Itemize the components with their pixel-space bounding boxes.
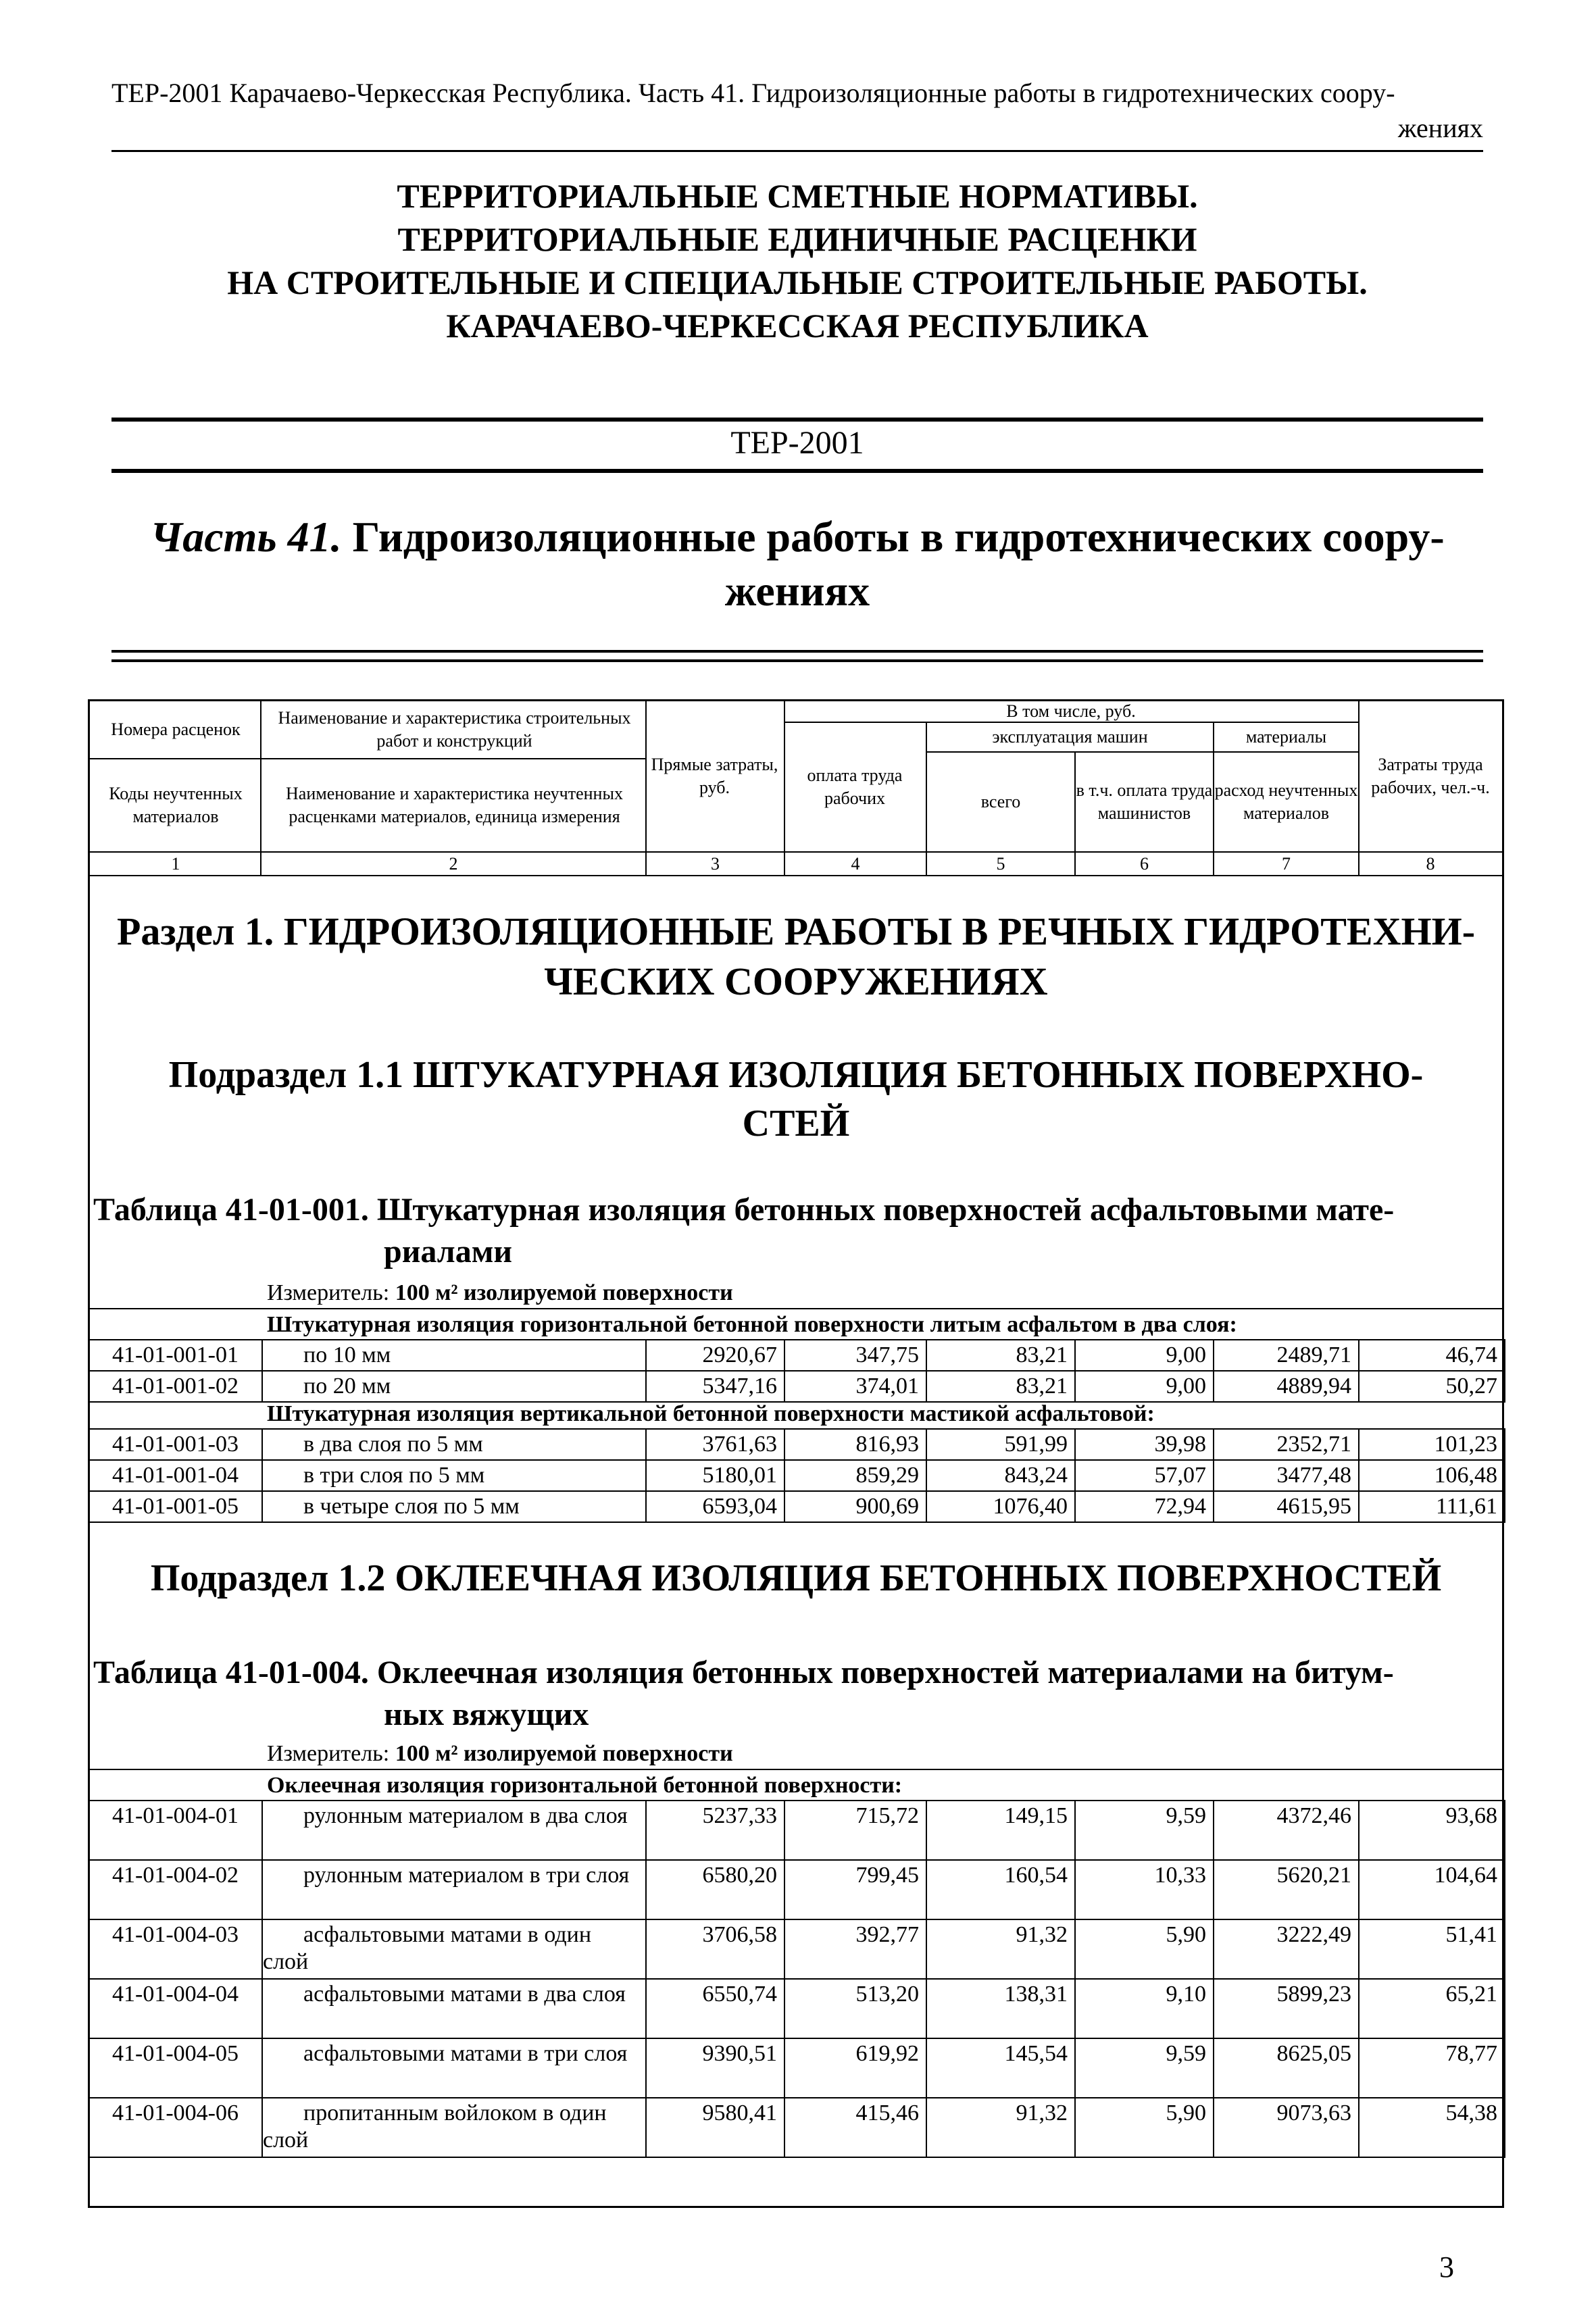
- labor-pay: 347,75: [784, 1340, 926, 1371]
- rate-code: 41-01-001-04: [89, 1460, 262, 1491]
- header-incl: В том числе, руб.: [1006, 701, 1136, 721]
- machines-total: 138,31: [926, 1979, 1075, 2038]
- col-number: 6: [1140, 853, 1149, 874]
- col-divider: [260, 699, 261, 875]
- rate-code: 41-01-004-01: [89, 1801, 262, 1860]
- table-row: [89, 1429, 1505, 1460]
- col-number: 8: [1426, 853, 1435, 874]
- labor-hours: 51,41: [1359, 1919, 1505, 1979]
- table-row: [89, 1860, 1505, 1919]
- materials: 2489,71: [1214, 1340, 1359, 1371]
- direct-costs: 3706,58: [646, 1919, 784, 1979]
- rate-code: 41-01-001-05: [89, 1491, 262, 1522]
- materials: 5899,23: [1214, 1979, 1359, 2038]
- header-c1-bottom: Коды неучтенных материалов: [109, 784, 243, 826]
- direct-costs: 5237,33: [646, 1801, 784, 1860]
- materials: 2352,71: [1214, 1429, 1359, 1460]
- labor-pay: 392,77: [784, 1919, 926, 1979]
- subsection-title: [88, 1051, 1504, 1148]
- col-number: 3: [711, 853, 720, 874]
- materials: 4372,46: [1214, 1801, 1359, 1860]
- machinists-pay: 9,59: [1075, 1801, 1214, 1860]
- work-name: по 10 мм: [262, 1340, 646, 1371]
- work-name: по 20 мм: [262, 1371, 646, 1402]
- machines-total: 91,32: [926, 1919, 1075, 1979]
- table-row: [89, 1919, 1505, 1979]
- col-number: 2: [449, 853, 458, 874]
- header-c7: расход неучтенных материалов: [1214, 780, 1358, 823]
- labor-pay: 715,72: [784, 1801, 926, 1860]
- meter-label: Измеритель:: [267, 1741, 390, 1766]
- table-row: [89, 1371, 1505, 1402]
- direct-costs: 9390,51: [646, 2038, 784, 2098]
- materials: 3222,49: [1214, 1919, 1359, 1979]
- part-title-line2: жениях: [724, 567, 870, 615]
- labor-pay: 374,01: [784, 1371, 926, 1402]
- section-title: [88, 907, 1504, 1007]
- direct-costs: 5180,01: [646, 1460, 784, 1491]
- labor-hours: 46,74: [1359, 1340, 1505, 1371]
- machinists-pay: 9,10: [1075, 1979, 1214, 2038]
- col-number: 5: [996, 853, 1005, 874]
- labor-pay: 513,20: [784, 1979, 926, 2038]
- labor-pay: 900,69: [784, 1491, 926, 1522]
- table-row: [89, 1340, 1505, 1371]
- rule-above-code: [111, 418, 1483, 422]
- main-title-line: ТЕРРИТОРИАЛЬНЫЕ ЕДИНИЧНЫЕ РАСЦЕНКИ: [397, 220, 1197, 258]
- rate-code: 41-01-004-02: [89, 1860, 262, 1919]
- machines-total: 843,24: [926, 1460, 1075, 1491]
- work-name: асфальтовыми матами в два слоя: [262, 1979, 646, 2038]
- header-c6: в т.ч. оплата труда машинистов: [1076, 780, 1213, 823]
- work-name: асфальтовыми матами в три слоя: [262, 2038, 646, 2098]
- meter-value: 100 м² изолируемой поверхности: [395, 1741, 733, 1766]
- table-title-line1: Таблица 41-01-001. Штукатурная изоляция бетонных поверхностей асфальтовыми мате-: [93, 1192, 1395, 1228]
- header-c8: Затраты труда рабочих, чел.-ч.: [1371, 755, 1490, 797]
- part-label: Часть 41.: [150, 513, 342, 561]
- table-row: [89, 1460, 1505, 1491]
- machines-total: 1076,40: [926, 1491, 1075, 1522]
- header-materials: материалы: [1245, 727, 1327, 747]
- meter-value: 100 м² изолируемой поверхности: [395, 1280, 733, 1305]
- header-machines: эксплуатация машин: [992, 727, 1148, 747]
- row-divider: [88, 1769, 1504, 1770]
- materials: 9073,63: [1214, 2098, 1359, 2157]
- labor-pay: 816,93: [784, 1429, 926, 1460]
- work-name: рулонным материалом в два слоя: [262, 1801, 646, 1860]
- subsection-title-line2: СТЕЙ: [742, 1103, 850, 1145]
- machinists-pay: 57,07: [1075, 1460, 1214, 1491]
- rate-code: 41-01-004-06: [89, 2098, 262, 2157]
- machines-total: 145,54: [926, 2038, 1075, 2098]
- header-c3: Прямые затраты, руб.: [651, 755, 778, 797]
- rate-code: 41-01-004-04: [89, 1979, 262, 2038]
- group-heading: Штукатурная изоляция вертикальной бетонной поверхности мастикой асфальтовой:: [267, 1401, 1155, 1426]
- data-table-2: [88, 1800, 1505, 2158]
- labor-pay: 859,29: [784, 1460, 926, 1491]
- machinists-pay: 5,90: [1075, 2098, 1214, 2157]
- data-table-1a: [88, 1339, 1505, 1403]
- table-row: [89, 1491, 1505, 1522]
- table-row: [89, 2098, 1505, 2157]
- machinists-pay: 9,00: [1075, 1371, 1214, 1402]
- machines-total: 91,32: [926, 2098, 1075, 2157]
- col-number: 1: [171, 853, 180, 874]
- meter-line: [267, 1739, 733, 1769]
- work-name: в три слоя по 5 мм: [262, 1460, 646, 1491]
- running-header-line2: жениях: [1397, 113, 1483, 143]
- table-row: [89, 1801, 1505, 1860]
- col-divider: [645, 699, 647, 875]
- machines-total: 149,15: [926, 1801, 1075, 1860]
- materials: 4615,95: [1214, 1491, 1359, 1522]
- labor-pay: 415,46: [784, 2098, 926, 2157]
- header-divider: [111, 150, 1483, 152]
- table-title: [93, 1652, 1499, 1736]
- subsection-title-line1: Подраздел 1.1 ШТУКАТУРНАЯ ИЗОЛЯЦИЯ БЕТОННЫХ ПОВЕРХНО-: [168, 1054, 1424, 1096]
- main-title-line: КАРАЧАЕВО-ЧЕРКЕССКАЯ РЕСПУБЛИКА: [446, 307, 1149, 345]
- part-title-line1: Гидроизоляционные работы в гидротехнических соору-: [352, 513, 1445, 561]
- labor-hours: 93,68: [1359, 1801, 1505, 1860]
- machines-total: 83,21: [926, 1371, 1075, 1402]
- direct-costs: 3761,63: [646, 1429, 784, 1460]
- labor-hours: 111,61: [1359, 1491, 1505, 1522]
- materials: 3477,48: [1214, 1460, 1359, 1491]
- work-name: рулонным материалом в три слоя: [262, 1860, 646, 1919]
- col-number: 7: [1282, 853, 1291, 874]
- machinists-pay: 9,59: [1075, 2038, 1214, 2098]
- table-row: [89, 2038, 1505, 2098]
- col-number: 4: [851, 853, 860, 874]
- rate-code: 41-01-004-05: [89, 2038, 262, 2098]
- row-divider: [88, 1308, 1504, 1309]
- table-row: [89, 1979, 1505, 2038]
- machinists-pay: 5,90: [1075, 1919, 1214, 1979]
- machines-total: 591,99: [926, 1429, 1075, 1460]
- machines-total: 83,21: [926, 1340, 1075, 1371]
- direct-costs: 6580,20: [646, 1860, 784, 1919]
- table-title: [93, 1189, 1499, 1273]
- main-title-line: ТЕРРИТОРИАЛЬНЫЕ СМЕТНЫЕ НОРМАТИВЫ.: [397, 177, 1198, 215]
- labor-hours: 50,27: [1359, 1371, 1505, 1402]
- running-header: [111, 76, 1483, 146]
- labor-hours: 104,64: [1359, 1860, 1505, 1919]
- direct-costs: 2920,67: [646, 1340, 784, 1371]
- work-name: пропитанным войлоком в один слой: [262, 2098, 646, 2157]
- machinists-pay: 72,94: [1075, 1491, 1214, 1522]
- labor-hours: 78,77: [1359, 2038, 1505, 2098]
- labor-hours: 106,48: [1359, 1460, 1505, 1491]
- group-heading: Оклеечная изоляция горизонтальной бетонной поверхности:: [267, 1773, 903, 1798]
- labor-hours: 54,38: [1359, 2098, 1505, 2157]
- subsection-title: [88, 1554, 1504, 1603]
- section-title-line2: ЧЕСКИХ СООРУЖЕНИЯХ: [544, 959, 1048, 1003]
- subsection-title-line1: Подраздел 1.2 ОКЛЕЕЧНАЯ ИЗОЛЯЦИЯ БЕТОННЫХ ПОВЕРХНОСТЕЙ: [150, 1557, 1442, 1599]
- header-c2-bottom: Наименование и характеристика неучтенных расценками материалов, единица измерения: [286, 784, 623, 826]
- running-header-line1: ТЕР-2001 Карачаево-Черкесская Республика. Часть 41. Гидроизоляционные работы в гидротехнических соору-: [111, 78, 1395, 108]
- meter-line: [267, 1278, 733, 1308]
- work-name: в четыре слоя по 5 мм: [262, 1491, 646, 1522]
- double-rule-bottom: [111, 659, 1483, 662]
- labor-pay: 799,45: [784, 1860, 926, 1919]
- part-title: [111, 510, 1483, 618]
- section-title-line1: Раздел 1. ГИДРОИЗОЛЯЦИОННЫЕ РАБОТЫ В РЕЧНЫХ ГИДРОТЕХНИ-: [116, 909, 1476, 953]
- header-c5: всего: [980, 792, 1021, 811]
- rate-code: 41-01-001-03: [89, 1429, 262, 1460]
- table-title-line1: Таблица 41-01-004. Оклеечная изоляция бетонных поверхностей материалами на битум-: [93, 1655, 1394, 1690]
- ter-code: ТЕР-2001: [730, 425, 864, 461]
- labor-hours: 65,21: [1359, 1979, 1505, 2038]
- work-name: асфальтовыми матами в один слой: [262, 1919, 646, 1979]
- direct-costs: 6593,04: [646, 1491, 784, 1522]
- rate-code: 41-01-001-02: [89, 1371, 262, 1402]
- direct-costs: 5347,16: [646, 1371, 784, 1402]
- double-rule-top: [111, 650, 1483, 653]
- machines-total: 160,54: [926, 1860, 1075, 1919]
- direct-costs: 6550,74: [646, 1979, 784, 2038]
- work-name: в два слоя по 5 мм: [262, 1429, 646, 1460]
- table-title-line2: риалами: [384, 1234, 513, 1269]
- rate-code: 41-01-004-03: [89, 1919, 262, 1979]
- main-title-line: НА СТРОИТЕЛЬНЫЕ И СПЕЦИАЛЬНЫЕ СТРОИТЕЛЬНЫЕ РАБОТЫ.: [227, 263, 1368, 301]
- materials: 5620,21: [1214, 1860, 1359, 1919]
- main-title: [111, 174, 1483, 347]
- table-title-line2: ных вяжущих: [384, 1696, 589, 1732]
- header-c2-top: Наименование и характеристика строительных работ и конструкций: [278, 708, 631, 751]
- rate-code: 41-01-001-01: [89, 1340, 262, 1371]
- labor-pay: 619,92: [784, 2038, 926, 2098]
- rule-below-code: [111, 469, 1483, 473]
- materials: 8625,05: [1214, 2038, 1359, 2098]
- materials: 4889,94: [1214, 1371, 1359, 1402]
- header-c1-top: Номера расценок: [111, 720, 241, 739]
- group-heading: Штукатурная изоляция горизонтальной бетонной поверхности литым асфальтом в два слоя:: [267, 1312, 1237, 1337]
- page-number: 3: [1439, 2250, 1454, 2284]
- machinists-pay: 9,00: [1075, 1340, 1214, 1371]
- machinists-pay: 39,98: [1075, 1429, 1214, 1460]
- row-divider: [88, 875, 1504, 876]
- labor-hours: 101,23: [1359, 1429, 1505, 1460]
- data-table-1b: [88, 1428, 1505, 1523]
- header-c4: оплата труда рабочих: [807, 765, 903, 808]
- meter-label: Измеритель:: [267, 1280, 390, 1305]
- machinists-pay: 10,33: [1075, 1860, 1214, 1919]
- direct-costs: 9580,41: [646, 2098, 784, 2157]
